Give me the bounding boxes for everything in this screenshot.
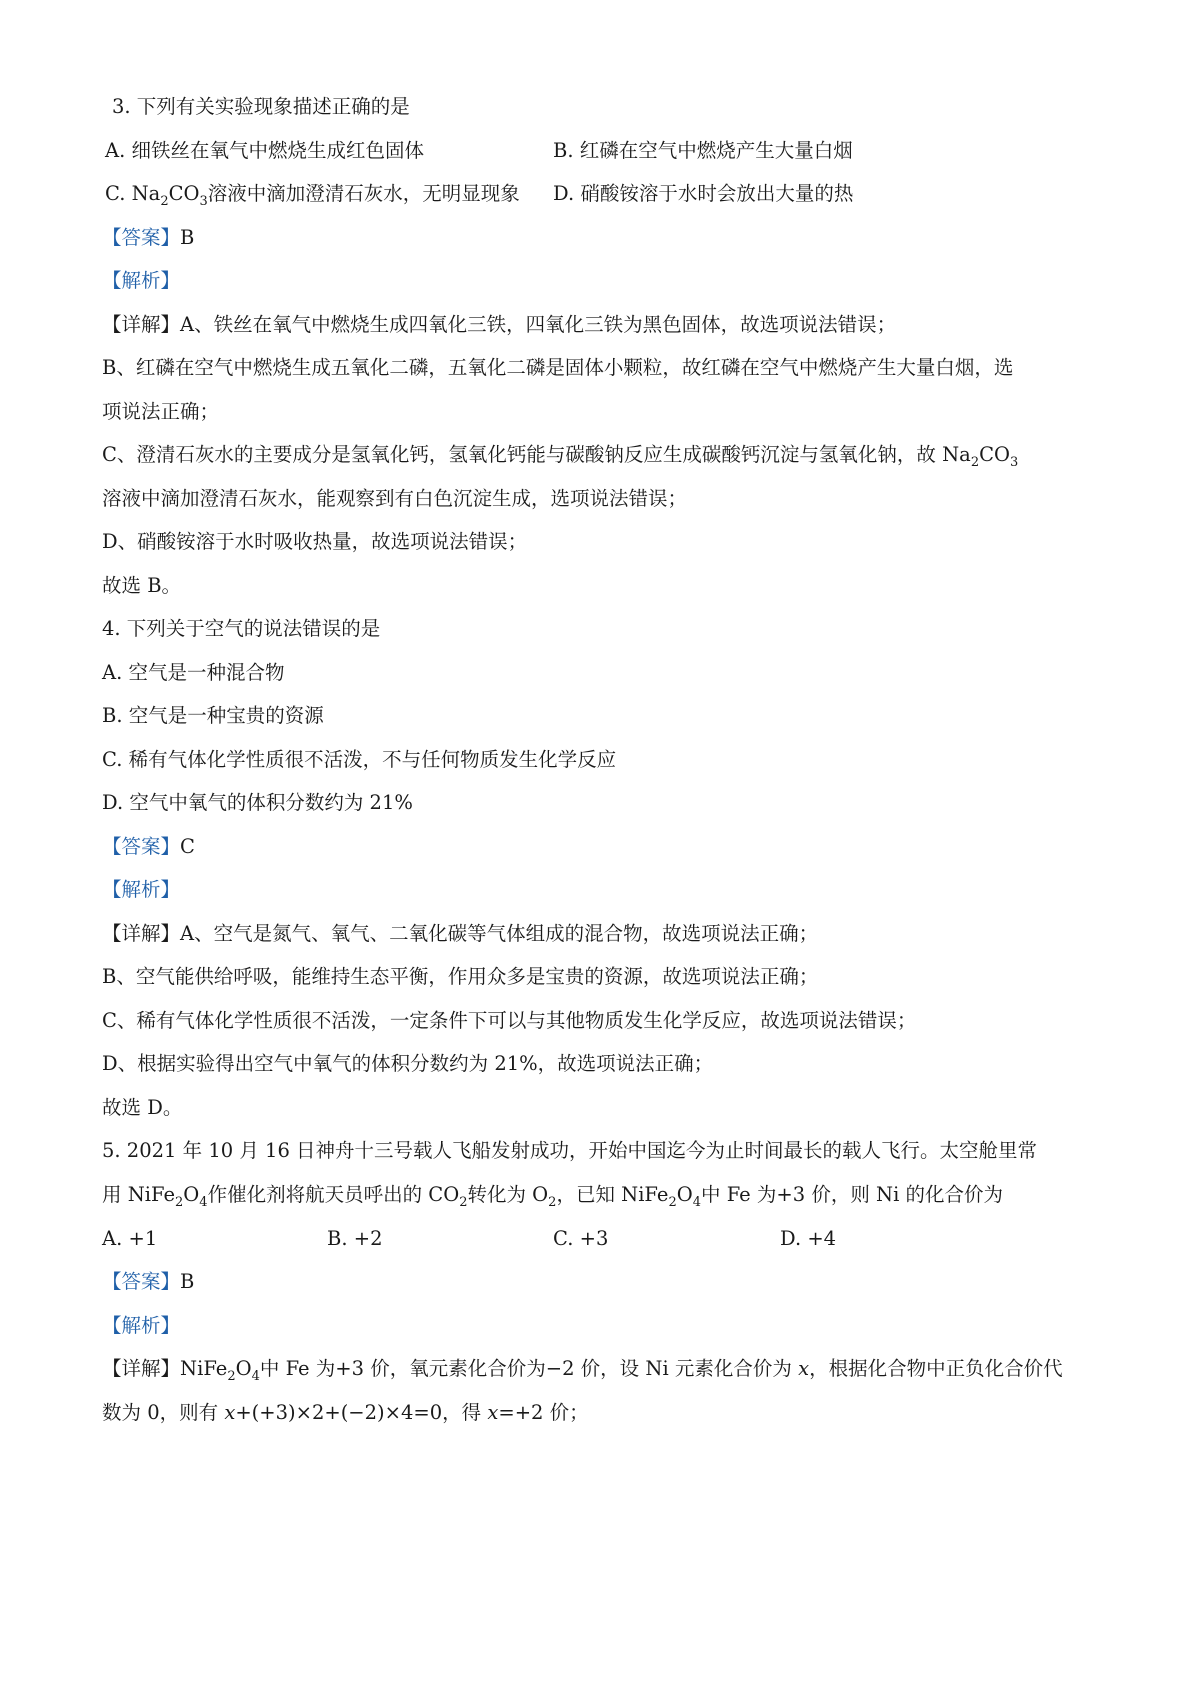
q3-analysis-tag: 【解析】: [102, 269, 181, 292]
q3-conclusion: 故选 B。: [102, 574, 182, 597]
q4-answer: 【答案】C: [102, 835, 195, 858]
q3-option-c: C. $Na_2CO_3$溶液中滴加澄清石灰水，无明显现象: [105, 182, 520, 209]
q3-answer: 【答案】B: [102, 226, 195, 249]
question-5-stem-2: 用 $NiFe_2O_4$作催化剂将航天员呼出的 $CO_2$转化为 $O_2$，已知 $NiFe_2O_4$中 Fe 为+3 价，则 Ni 的化合价为: [102, 1183, 1004, 1210]
q4-analysis-tag: 【解析】: [102, 878, 181, 901]
q3-detail-3b: 溶液中滴加澄清石灰水，能观察到有白色沉淀生成，选项说法错误；: [102, 487, 688, 510]
answer-tag: 【答案】: [102, 835, 181, 858]
q4-conclusion: 故选 D。: [102, 1096, 183, 1119]
q3-detail-2b: 项说法正确；: [102, 400, 220, 423]
question-3-stem: 3. 下列有关实验现象描述正确的是: [112, 95, 410, 118]
q4-option-b: B. 空气是一种宝贵的资源: [102, 704, 324, 727]
question-4-stem: 4. 下列关于空气的说法错误的是: [102, 617, 381, 640]
q3-detail-1: 【详解】A、铁丝在氧气中燃烧生成四氧化三铁，四氧化三铁为黑色固体，故选项说法错误；: [102, 313, 897, 336]
q3-detail-3a: C、澄清石灰水的主要成分是氢氧化钙，氢氧化钙能与碳酸钠反应生成碳酸钙沉淀与氢氧化钠，故 $Na_2CO_3$: [102, 443, 1019, 470]
q5-option-b: B. +2: [327, 1227, 383, 1250]
q5-analysis-tag: 【解析】: [102, 1314, 181, 1337]
q3-detail-2a: B、红磷在空气中燃烧生成五氧化二磷，五氧化二磷是固体小颗粒，故红磷在空气中燃烧产生大量白烟，选: [102, 356, 1014, 379]
answer-tag: 【答案】: [102, 1270, 181, 1293]
q5-detail-1: 【详解】$NiFe_2O_4$中 Fe 为+3 价，氧元素化合价为−2 价，设 Ni 元素化合价为 x，根据化合物中正负化合价代: [102, 1357, 1063, 1384]
q4-option-c: C. 稀有气体化学性质很不活泼，不与任何物质发生化学反应: [102, 748, 617, 771]
q3-option-a: A. 细铁丝在氧气中燃烧生成红色固体: [105, 139, 424, 162]
q5-option-d: D. +4: [780, 1227, 837, 1250]
q4-detail-3: C、稀有气体化学性质很不活泼，一定条件下可以与其他物质发生化学反应，故选项说法错误；: [102, 1009, 917, 1032]
q5-answer: 【答案】B: [102, 1270, 195, 1293]
q4-detail-2: B、空气能供给呼吸，能维持生态平衡，作用众多是宝贵的资源，故选项说法正确；: [102, 965, 819, 988]
q3-option-b: B. 红磷在空气中燃烧产生大量白烟: [553, 139, 853, 162]
q3-detail-4: D、硝酸铵溶于水时吸收热量，故选项说法错误；: [102, 530, 528, 553]
question-5-stem-1: 5. 2021 年 10 月 16 日神舟十三号载人飞船发射成功，开始中国迄今为止时间最长的载人飞行。太空舱里常: [102, 1139, 1038, 1162]
answer-tag: 【答案】: [102, 226, 181, 249]
q5-option-c: C. +3: [553, 1227, 609, 1250]
q4-option-a: A. 空气是一种混合物: [102, 661, 285, 684]
q3-option-d: D. 硝酸铵溶于水时会放出大量的热: [553, 182, 854, 205]
q5-detail-2: 数为 0，则有 x+(+3)×2+(−2)×4=0，得 x=+2 价；: [102, 1401, 589, 1424]
q4-option-d: D. 空气中氧气的体积分数约为 21%: [102, 791, 413, 814]
q4-detail-1: 【详解】A、空气是氮气、氧气、二氧化碳等气体组成的混合物，故选项说法正确；: [102, 922, 819, 945]
q4-detail-4: D、根据实验得出空气中氧气的体积分数约为 21%，故选项说法正确；: [102, 1052, 714, 1075]
q5-option-a: A. +1: [102, 1227, 158, 1250]
